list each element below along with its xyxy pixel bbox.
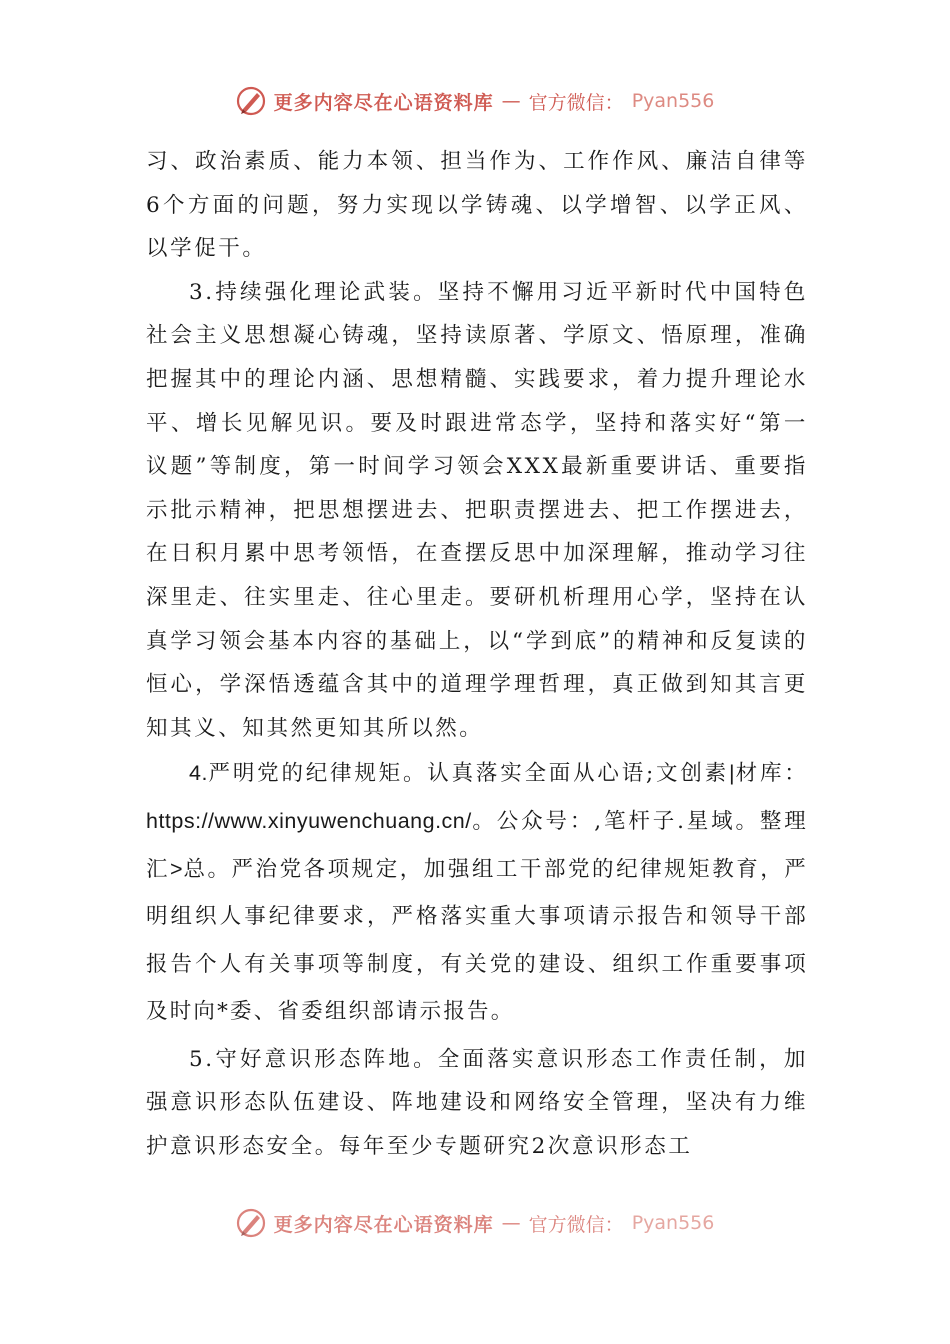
header-watermark	[0, 86, 950, 116]
paragraph-3: 3.持续强化理论武装。坚持不懈用习近平新时代中国特色社会主义思想凝心铸魂，坚持读原著、学原文、悟原理，准确把握其中的理论内涵、思想精髓、实践要求，着力提升理论水平、增长见解见识。要及时跟进常态学，坚持和落实好“第一议题”等制度，第一时间学习领会XXX最新重要讲话、重要指示批示精神，把思想摆进去、把职责摆进去、把工作摆进去，在日积月累中思考领悟，在查摆反思中加深理解，推动学习往深里走、往实里走、往心里走。要研机析理用心学，坚持在认真学习领会基本内容的基础上，以“学到底”的精神和反复读的恒心，学深悟透蕴含其中的道理学理哲理，真正做到知其言更知其义、知其然更知其所以然。	[146, 279, 808, 741]
paragraph-5: 5.守好意识形态阵地。全面落实意识形态工作责任制，加强意识形态队伍建设、阵地建设和网络安全管理，坚决有力维护意识形态安全。每年至少专题研究2次意识形态工	[146, 1046, 808, 1160]
footer-watermark	[0, 1208, 950, 1238]
paragraph-4-url: https://www.xinyuwenchuang.cn/	[146, 808, 472, 833]
watermark-handle: Pyan556	[631, 90, 715, 112]
paragraph-4-text-c: 。公众号：,笔杆子.星域。整理汇	[146, 808, 808, 882]
paragraph-4	[146, 750, 808, 1036]
paragraph-4-text-b: 材库：	[735, 761, 808, 787]
watermark-wechat-label: 官方微信：	[528, 91, 624, 114]
paragraph-4-text-d: 总。严治党各项规定，加强组工干部党的纪律规矩教育，严明组织人事纪律要求，严格落实重大事项请示报告和领导干部报告个人有关事项等制度，有关党的建设、组织工作重要事项及时向*委、省委组织部请示报告。	[146, 856, 809, 1025]
watermark-main-text: 更多内容尽在心语资料库	[273, 1213, 494, 1236]
paragraph-4-pipe: |	[728, 761, 736, 786]
paragraph-4-text-a: 严明党的纪律规矩。认真落实全面从心语;文创素	[207, 761, 729, 787]
watermark-main-text: 更多内容尽在心语资料库	[273, 91, 494, 114]
pen-logo-icon	[236, 1208, 266, 1238]
watermark-wechat-label: 官方微信：	[528, 1213, 624, 1236]
paragraph-4-gt: >	[170, 856, 184, 881]
watermark-dash: —	[501, 90, 521, 112]
watermark-dash: —	[501, 1212, 521, 1234]
watermark-handle: Pyan556	[631, 1212, 715, 1234]
document-body	[146, 140, 808, 1169]
pen-logo-icon	[236, 86, 266, 116]
paragraph-continuation: 习、政治素质、能力本领、担当作为、工作作风、廉洁自律等6个方面的问题，努力实现以学铸魂、以学增智、以学正风、以学促干。	[146, 149, 808, 262]
paragraph-4-number: 4.	[189, 761, 208, 786]
